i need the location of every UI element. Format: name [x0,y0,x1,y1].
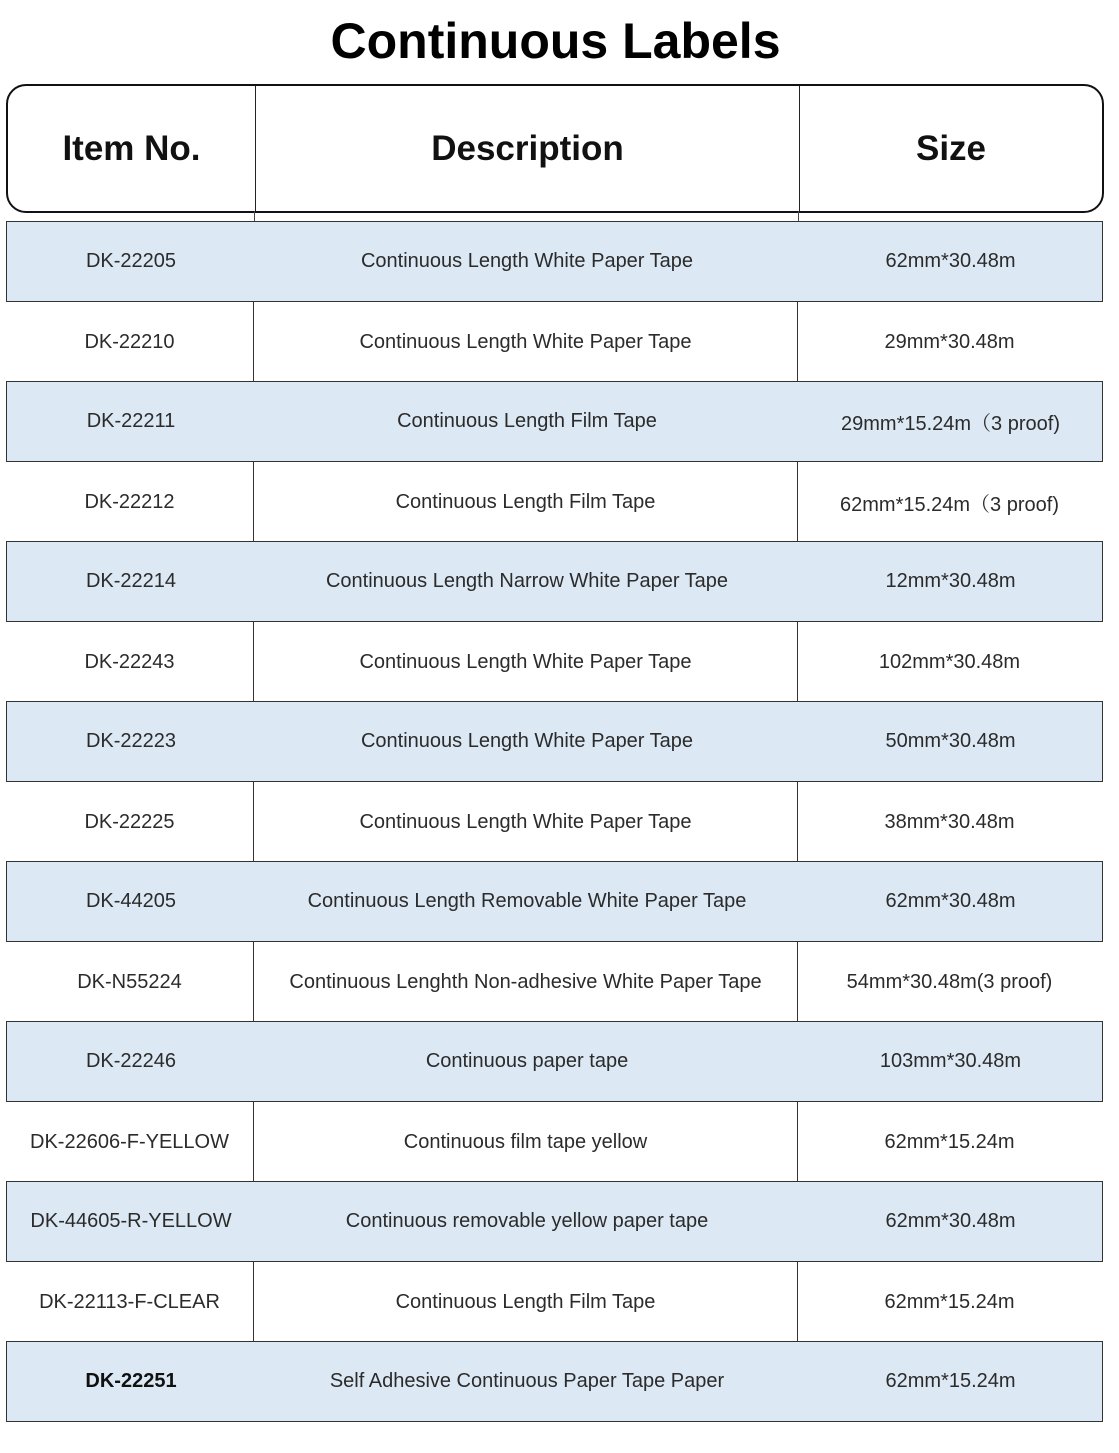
item-no-cell: DK-44605-R-YELLOW [30,1210,232,1232]
description-cell: Continuous removable yellow paper tape [345,1210,709,1232]
size-cell: 54mm*30.48m(3 proof) [846,970,1053,993]
table-row [6,381,1103,462]
item-no-cell: DK-N55224 [6,942,254,1022]
description-cell: Continuous Length White Paper Tape [360,730,694,752]
size-cell: 62mm*30.48m [885,1210,1016,1232]
description-cell: Self Adhesive Continuous Paper Tape Paper [329,1370,725,1392]
description-cell: Continuous Length Film Tape [254,1262,798,1342]
size-cell: 62mm*30.48m [885,890,1016,912]
description-cell: Continuous Length White Paper Tape [254,622,798,702]
table-row [6,1262,1103,1342]
table-body [6,222,1103,1422]
table-row [6,861,1103,942]
table-row [6,541,1103,622]
size-cell: 62mm*15.24m（3 proof) [840,493,1059,516]
table-row [6,1181,1103,1262]
item-no-cell: DK-22223 [85,730,177,752]
header-size: Size [915,128,987,168]
item-no-cell: DK-22243 [6,622,254,702]
size-cell: 29mm*15.24m（3 proof) [841,413,1060,435]
size-cell: 62mm*15.24m [884,1130,1015,1153]
size-cell: 102mm*30.48m [878,650,1021,673]
table-row [6,462,1103,542]
size-cell: 103mm*30.48m [879,1050,1022,1072]
item-no-cell: DK-22246 [85,1050,177,1072]
table-row [6,1021,1103,1102]
size-cell: 62mm*30.48m [885,250,1016,272]
size-cell: 38mm*30.48m [884,810,1015,833]
item-no-cell: DK-22113-F-CLEAR [6,1262,254,1342]
table-row [6,701,1103,782]
item-no-cell: DK-22606-F-YELLOW [6,1102,254,1182]
item-no-cell: DK-22214 [85,570,177,592]
header-description: Description [256,86,800,211]
description-cell: Continuous Length Narrow White Paper Tape [325,570,729,592]
item-no-cell: DK-22211 [86,410,176,432]
size-cell: 12mm*30.48m [885,570,1016,592]
header-item-no: Item No. [8,86,256,211]
description-cell: Continuous paper tape [425,1050,629,1072]
table-row [6,302,1103,382]
description-cell: Continuous Length White Paper Tape [360,250,694,272]
description-cell: Continuous film tape yellow [254,1102,798,1182]
table-row [6,782,1103,862]
item-no-cell: DK-22251 [85,1370,177,1392]
description-cell: Continuous Length Removable White Paper Tape [307,890,747,912]
table-row [6,942,1103,1022]
table-row [6,1102,1103,1182]
description-cell: Continuous Length White Paper Tape [254,782,798,862]
table-row [6,622,1103,702]
item-no-cell: DK-44205 [85,890,177,912]
description-cell: Continuous Length Film Tape [397,410,657,432]
size-cell: 62mm*15.24m [885,1370,1016,1392]
description-cell: Continuous Length Film Tape [254,462,798,542]
item-no-cell: DK-22225 [6,782,254,862]
item-no-cell: DK-22212 [6,462,254,542]
size-cell: 29mm*30.48m [884,330,1015,353]
item-no-cell: DK-22205 [85,250,177,272]
size-cell: 62mm*15.24m [884,1290,1015,1313]
page-title: Continuous Labels [330,13,781,69]
description-cell: Continuous Lenghth Non-adhesive White Paper Tape [254,942,798,1022]
table-header [6,84,1104,213]
description-cell: Continuous Length White Paper Tape [254,302,798,382]
table-row [6,221,1103,302]
item-no-cell: DK-22210 [6,302,254,382]
table-row [6,1341,1103,1422]
size-cell: 50mm*30.48m [885,730,1016,752]
